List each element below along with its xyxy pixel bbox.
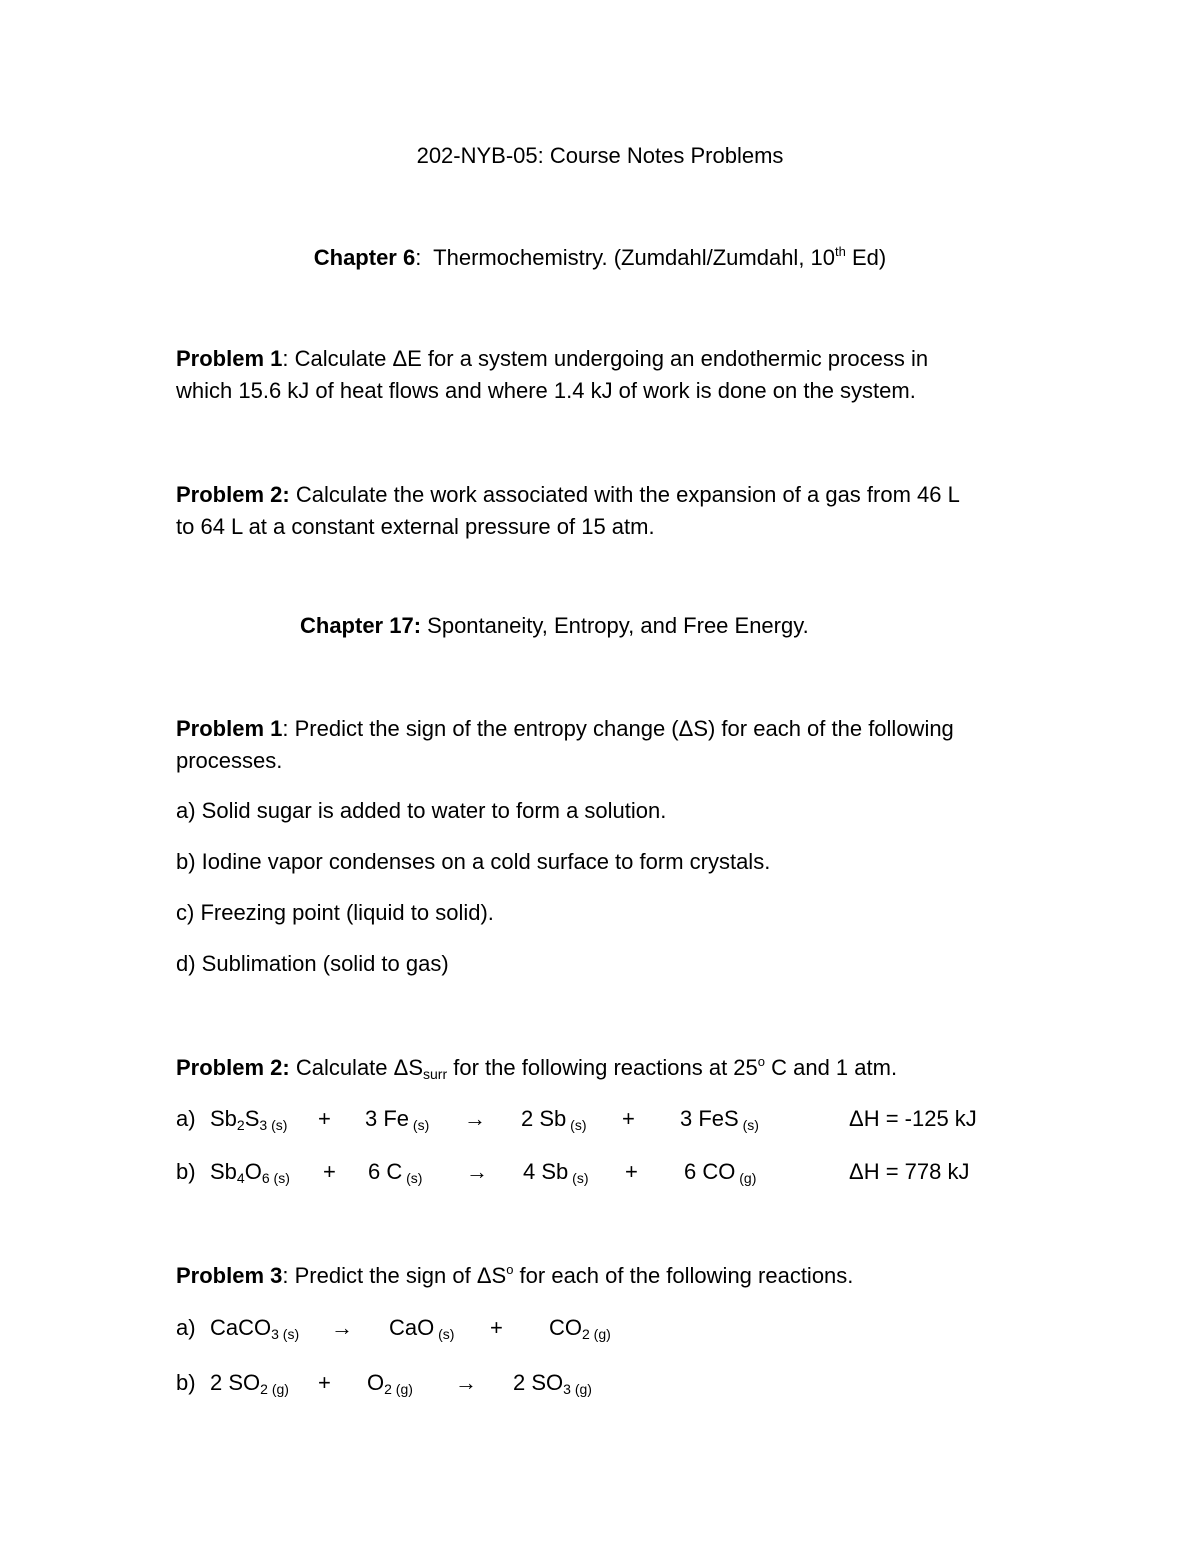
product-2-formula: CO xyxy=(549,1315,582,1340)
product-2 xyxy=(684,1159,756,1186)
ch17-problem-2-text-mid: for the following reactions at 25 xyxy=(447,1055,758,1080)
reactant-1-formula-2: S xyxy=(244,1106,260,1131)
product-1 xyxy=(523,1159,588,1186)
reaction-arrow: → xyxy=(455,1370,477,1395)
ch17-problem-2-degree: o xyxy=(757,1054,765,1069)
reactant-2 xyxy=(367,1370,413,1397)
reactant-1-subscript-2: 3 xyxy=(259,1117,268,1133)
reactant-1-formula: 2 SO xyxy=(210,1370,261,1395)
reactant-2 xyxy=(365,1106,429,1133)
chapter-17-label: Chapter 17: xyxy=(300,613,422,638)
product-1 xyxy=(513,1370,592,1397)
ch17-problem-2-surr: surr xyxy=(423,1066,448,1082)
reactant-1-formula: Sb xyxy=(210,1159,237,1184)
ch17-problem-3-label: Problem 3 xyxy=(176,1263,283,1288)
reactant-1 xyxy=(210,1159,290,1186)
product-2-subscript: 2 xyxy=(582,1326,590,1342)
reactant-1-phase: (s) xyxy=(267,1117,288,1133)
ch6-problem-2 xyxy=(176,479,1026,543)
ch17-problem-2-label: Problem 2: xyxy=(176,1055,290,1080)
ch6-problem-1 xyxy=(176,343,1026,407)
reactant-2-formula: O xyxy=(367,1370,385,1395)
chapter-6-title: Thermochemistry. (Zumdahl/Zumdahl, 10 xyxy=(421,245,836,270)
ch17-problem-1-item-d: d) Sublimation (solid to gas) xyxy=(176,951,449,976)
chapter-6-title-end: Ed) xyxy=(845,245,887,270)
ch6-problem-1-line-2: which 15.6 kJ of heat flows and where 1.4 kJ of work is done on the system. xyxy=(176,378,916,403)
product-1-phase: (s) xyxy=(566,1117,587,1133)
reaction-arrow: → xyxy=(466,1159,488,1184)
product-2-phase: (g) xyxy=(589,1326,611,1342)
ch6-problem-2-line-2: to 64 L at a constant external pressure of 15 atm. xyxy=(176,514,655,539)
reaction-letter: b) xyxy=(176,1370,196,1395)
reactant-1-formula: CaCO xyxy=(210,1315,272,1340)
reactant-2-formula: 6 C xyxy=(368,1159,403,1184)
ch17-problem-3-colon: : xyxy=(282,1263,289,1288)
product-2-phase: (s) xyxy=(738,1117,759,1133)
reactant-1-phase: (s) xyxy=(269,1170,290,1186)
reaction-letter: a) xyxy=(176,1106,196,1131)
ch17-problem-1-line-2: processes. xyxy=(176,748,283,773)
reaction-arrow: → xyxy=(464,1106,486,1131)
product-1-formula: CaO xyxy=(389,1315,435,1340)
ch17-problem-3-statement xyxy=(176,1262,853,1289)
product-1-formula: 2 Sb xyxy=(521,1106,567,1131)
plus-sign: + xyxy=(490,1315,503,1340)
ch6-problem-1-colon: : xyxy=(282,346,289,371)
product-1-phase: (g) xyxy=(570,1381,592,1397)
reactant-1 xyxy=(210,1106,287,1133)
reactant-2-phase: (g) xyxy=(391,1381,413,1397)
product-1 xyxy=(389,1315,454,1342)
chapter-17-title: Spontaneity, Entropy, and Free Energy. xyxy=(421,613,809,638)
ch17-problem-2-text-end: C and 1 atm. xyxy=(765,1055,898,1080)
ch6-problem-2-line-1 xyxy=(176,479,1026,511)
reactant-1-phase: (s) xyxy=(278,1326,300,1342)
reactant-1-subscript: 2 xyxy=(260,1381,268,1397)
ch6-problem-2-text: Calculate the work associated with the expansion of a gas from 46 L xyxy=(289,482,960,507)
product-1-phase: (s) xyxy=(434,1326,455,1342)
reaction-letter: b) xyxy=(176,1159,196,1184)
chapter-6-colon: : xyxy=(415,245,422,270)
ch17-problem-1-text: Predict the sign of the entropy change (ΔS) for each of the following xyxy=(288,716,954,741)
ch17-problem-1-label: Problem 1 xyxy=(176,716,283,741)
chapter-6-edition-suffix: th xyxy=(835,244,846,259)
reactant-1-subscript-1: 4 xyxy=(236,1170,245,1186)
ch17-problem-2-reaction-b xyxy=(0,1159,1200,1189)
reactant-1-subscript-2: 6 xyxy=(261,1170,270,1186)
product-1 xyxy=(521,1106,586,1133)
reactant-2-phase: (s) xyxy=(409,1117,430,1133)
product-2 xyxy=(549,1315,611,1342)
chapter-17-heading xyxy=(300,613,809,639)
product-2 xyxy=(680,1106,759,1133)
reactant-1-subscript-1: 2 xyxy=(236,1117,245,1133)
plus-sign: + xyxy=(622,1106,635,1131)
ch17-problem-1-line-1 xyxy=(176,713,1026,745)
product-1-subscript: 3 xyxy=(563,1381,571,1397)
enthalpy-change: ΔH = 778 kJ xyxy=(849,1159,970,1184)
product-2-phase: (g) xyxy=(735,1170,757,1186)
plus-sign: + xyxy=(625,1159,638,1184)
product-2-formula: 6 CO xyxy=(684,1159,736,1184)
reactant-2-phase: (s) xyxy=(402,1170,423,1186)
plus-sign: + xyxy=(323,1159,336,1184)
chapter-6-label: Chapter 6 xyxy=(313,245,416,270)
ch17-problem-1-item-c: c) Freezing point (liquid to solid). xyxy=(176,900,494,925)
product-1-formula: 2 SO xyxy=(513,1370,564,1395)
enthalpy-change: ΔH = -125 kJ xyxy=(849,1106,977,1131)
reaction-arrow: → xyxy=(331,1315,353,1340)
ch17-problem-2-text: Calculate ΔS xyxy=(289,1055,424,1080)
ch17-problem-3-text-end: for each of the following reactions. xyxy=(513,1263,854,1288)
plus-sign: + xyxy=(318,1370,331,1395)
document-header: 202-NYB-05: Course Notes Problems xyxy=(416,143,784,168)
ch17-problem-3-text: Predict the sign of ΔS xyxy=(288,1263,507,1288)
reactant-1 xyxy=(210,1315,299,1342)
ch6-problem-1-text: Calculate ΔE for a system undergoing an endothermic process in xyxy=(288,346,929,371)
ch17-problem-3-degree: o xyxy=(506,1262,514,1277)
plus-sign: + xyxy=(318,1106,331,1131)
ch6-problem-1-label: Problem 1 xyxy=(176,346,283,371)
reaction-letter: a) xyxy=(176,1315,196,1340)
ch17-problem-2-statement xyxy=(176,1054,897,1082)
ch17-problem-1-colon: : xyxy=(282,716,289,741)
ch17-problem-3-reaction-a xyxy=(0,1315,1200,1345)
reactant-1 xyxy=(210,1370,289,1397)
ch17-problem-2-reaction-a xyxy=(0,1106,1200,1136)
reactant-1-formula: Sb xyxy=(210,1106,237,1131)
reactant-1-phase: (g) xyxy=(267,1381,289,1397)
ch17-problem-1-item-b: b) Iodine vapor condenses on a cold surface to form crystals. xyxy=(176,849,771,874)
ch6-problem-1-line-1 xyxy=(176,343,1026,375)
chapter-6-heading xyxy=(0,244,1200,271)
reactant-2 xyxy=(368,1159,422,1186)
reactant-2-formula: 3 Fe xyxy=(365,1106,410,1131)
reactant-2-subscript: 2 xyxy=(384,1381,392,1397)
product-2-formula: 3 FeS xyxy=(680,1106,739,1131)
product-1-formula: 4 Sb xyxy=(523,1159,569,1184)
product-1-phase: (s) xyxy=(568,1170,589,1186)
reactant-1-formula-2: O xyxy=(244,1159,262,1184)
ch17-problem-1 xyxy=(176,713,1026,777)
ch17-problem-3-reaction-b xyxy=(0,1370,1200,1400)
ch17-problem-1-item-a: a) Solid sugar is added to water to form a solution. xyxy=(176,798,667,823)
ch6-problem-2-label: Problem 2: xyxy=(176,482,290,507)
reactant-1-subscript: 3 xyxy=(271,1326,279,1342)
